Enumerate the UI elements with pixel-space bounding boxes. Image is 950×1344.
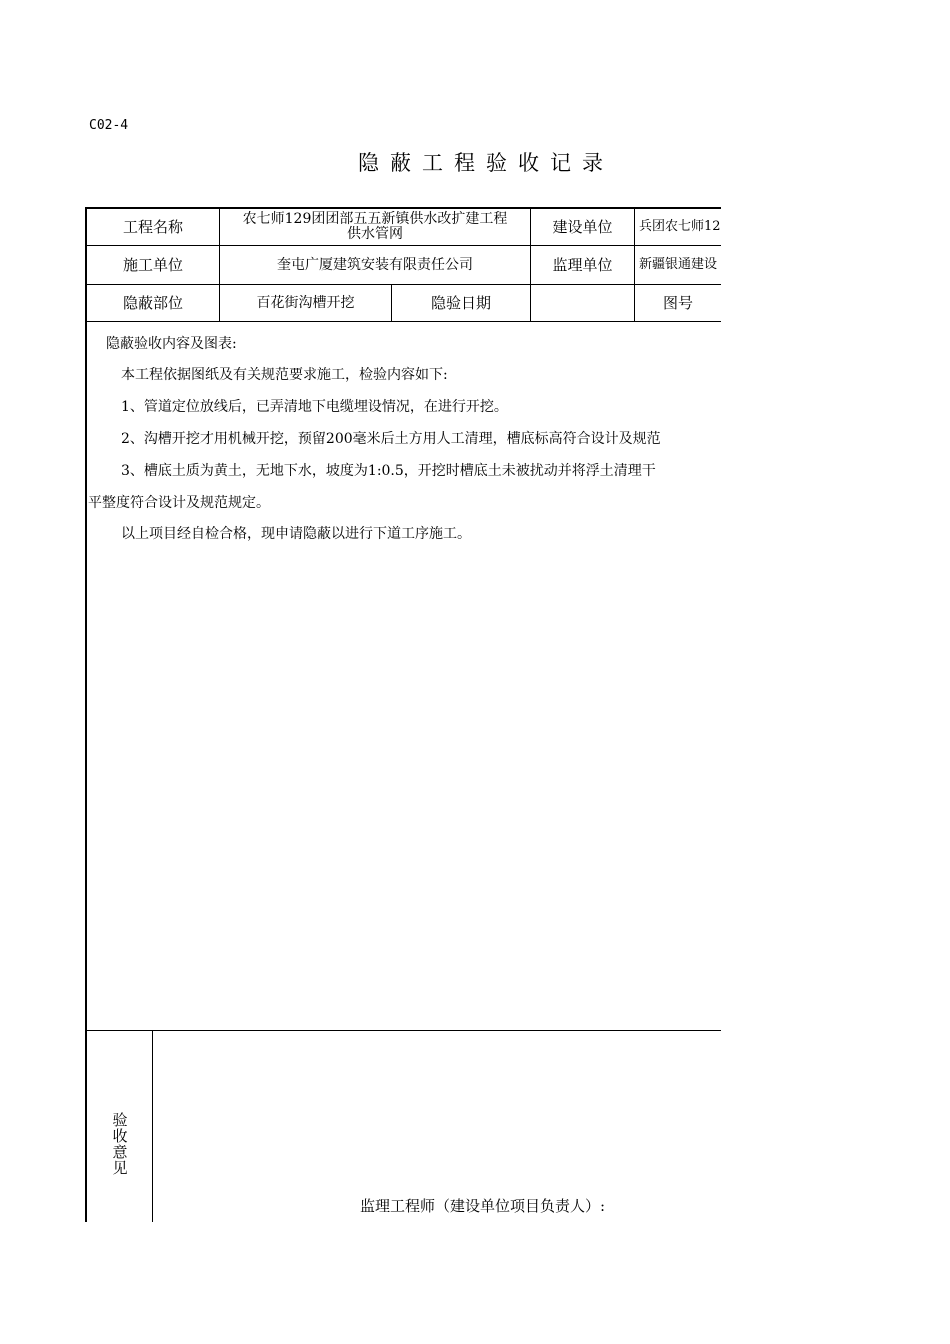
- hidden-part-value: 百花街沟槽开挖: [256, 295, 355, 311]
- page-title: 隐蔽工程验收记录: [358, 151, 614, 175]
- supervisor-label: 监理单位: [552, 256, 613, 274]
- content-item-3-line2: 平整度符合设计及规范规定。: [88, 495, 270, 511]
- project-name-line2: 供水管网: [347, 225, 403, 242]
- supervisor-value: 新疆银通建设: [639, 257, 718, 272]
- project-name-label: 工程名称: [122, 217, 183, 236]
- acceptance-opinion-label: 验收意见: [112, 1111, 128, 1177]
- contractor-value: 奎屯广厦建筑安装有限责任公司: [277, 257, 473, 273]
- acceptance-label-divider: [152, 1030, 153, 1222]
- project-name-value: [220, 208, 530, 245]
- project-name-line1: 农七师129团团部五五新镇供水改扩建工程: [242, 210, 508, 227]
- content-item-1: 1、管道定位放线后，已弄清地下电缆埋设情况，在进行开挖。: [121, 399, 508, 415]
- inspection-date-label: 隐验日期: [430, 294, 491, 312]
- owner-value: 兵团农七师12: [639, 218, 721, 234]
- content-heading: 隐蔽验收内容及图表:: [106, 336, 237, 352]
- content-intro: 本工程依据图纸及有关规范要求施工，检验内容如下:: [121, 367, 448, 383]
- content-item-3-line1: 3、槽底土质为黄土，无地下水，坡度为1:0.5，开挖时槽底土未被扰动并将浮土清理干: [121, 463, 656, 479]
- row3-bottom-border: [86, 321, 721, 322]
- owner-label: 建设单位: [552, 217, 613, 236]
- inspection-date-value: [531, 285, 634, 321]
- contractor-label: 施工单位: [122, 256, 183, 274]
- content-item-2: 2、沟槽开挖才用机械开挖，预留200毫米后土方用人工清理，槽底标高符合设计及规范: [121, 431, 661, 447]
- table-left-border: [85, 207, 87, 1222]
- supervising-engineer-label: 监理工程师（建设单位项目负责人）:: [360, 1197, 606, 1215]
- content-conclusion: 以上项目经自检合格，现申请隐蔽以进行下道工序施工。: [121, 526, 471, 542]
- drawing-no-label: 图号: [662, 294, 693, 312]
- hidden-part-label: 隐蔽部位: [122, 294, 183, 312]
- form-code: C02-4: [89, 118, 129, 133]
- content-bottom-border: [86, 1030, 721, 1031]
